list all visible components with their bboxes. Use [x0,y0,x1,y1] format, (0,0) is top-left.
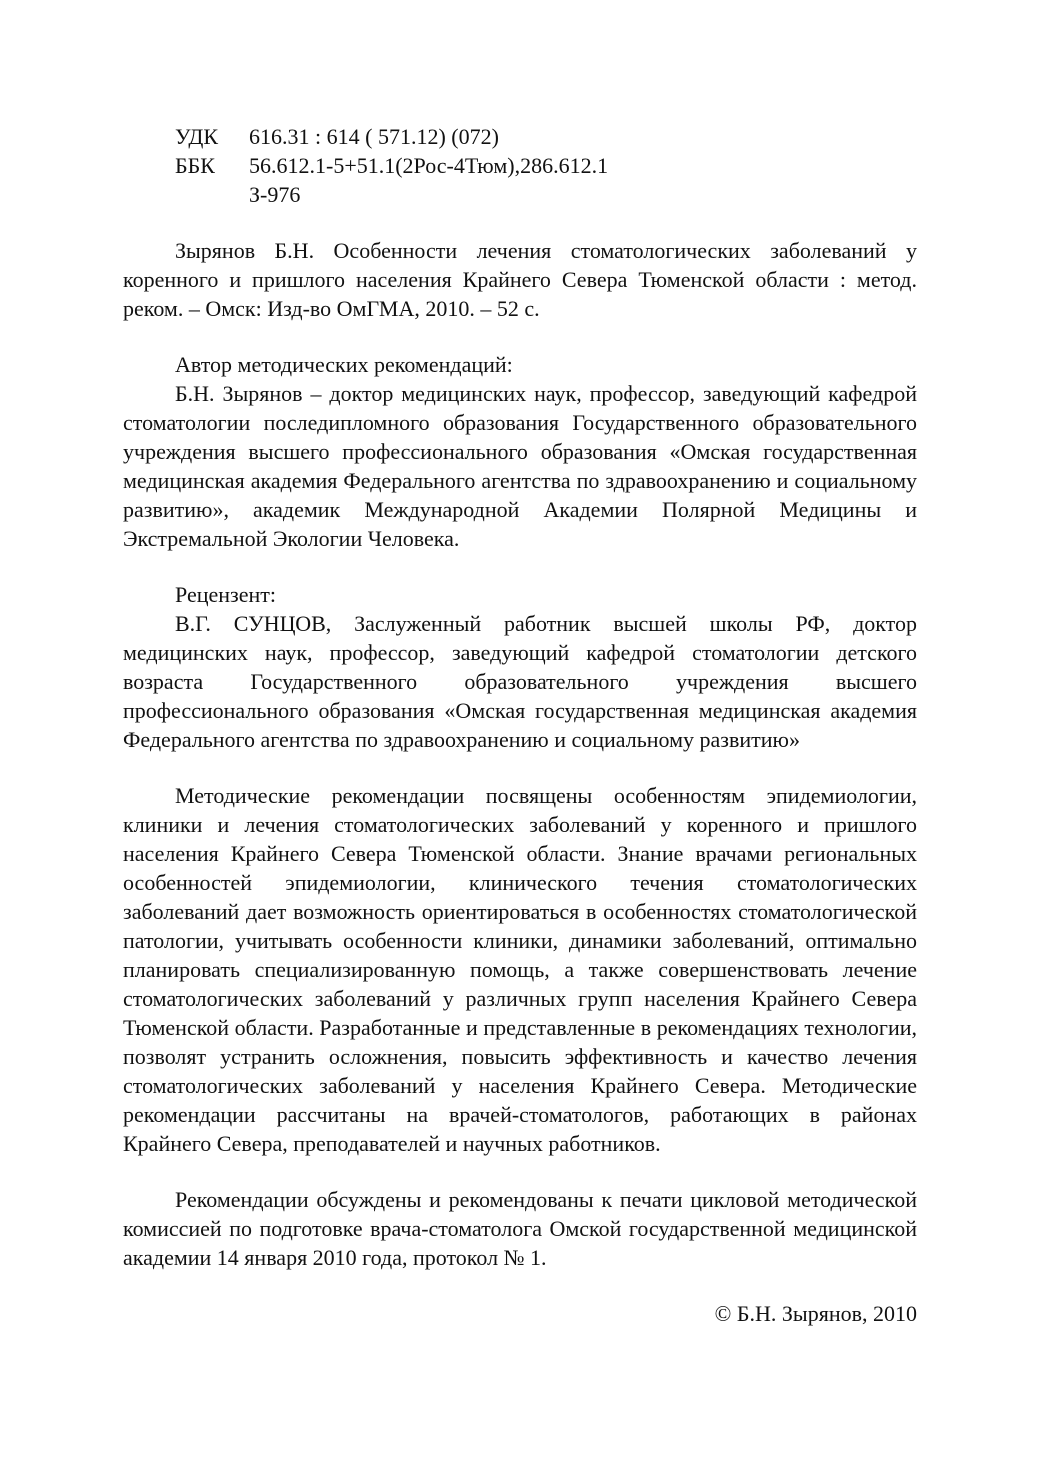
copyright-notice: © Б.Н. Зырянов, 2010 [714,1301,917,1326]
citation-block [123,236,917,323]
classification-block [175,122,917,209]
author-heading: Автор методических рекомендаций: [175,352,513,377]
bbk-value: 56.612.1-5+51.1(2Рос-4Тюм),286.612.1 [249,153,609,178]
author-mark: З-976 [249,182,301,207]
document-page [123,122,917,1328]
reviewer-heading: Рецензент: [175,582,276,607]
bbk-row [175,151,917,180]
approval-text: Рекомендации обсуждены и рекомендованы к печати цикловой методической комиссией по подготовке врача-стоматолога Омской государственной медицинской академии 14 января 2010 года, протокол № 1. [123,1187,917,1270]
bbk-label: ББК [175,153,215,178]
abstract-text: Методические рекомендации посвящены особенностям эпидемиологии, клиники и лечения стоматологических заболеваний у коренного и пришлого населения Крайнего Севера Тюменской области. Знание врачами региональных особенностей эпидемиологии, клинического течения стоматологических заболеваний дает возможность ориентироваться в особенностях стоматологической патологии, учитывать особенности клиники, динамики заболеваний, оптимально планировать специализированную помощь, а также совершенствовать лечение стоматологических заболеваний у различных групп населения Крайнего Севера Тюменской области. Разработанные и представленные в рекомендациях технологии, позволят устранить осложнения, повысить эффективность и качество лечения стоматологических заболеваний у населения Крайнего Севера. Методические рекомендации рассчитаны на врачей-стоматологов, работающих в районах Крайнего Севера, преподавателей и научных работников. [123,783,917,1156]
citation-text: Зырянов Б.Н. Особенности лечения стоматологических заболеваний у коренного и пришлого населения Крайнего Севера Тюменской области : метод. реком. – Омск: Изд-во ОмГМА, 2010. – 52 с. [123,238,917,321]
approval-section [123,1185,917,1272]
udk-value: 616.31 : 614 ( 571.12) (072) [249,124,499,149]
udk-row [175,122,917,151]
abstract-section [123,781,917,1158]
reviewer-text: В.Г. СУНЦОВ, Заслуженный работник высшей школы РФ, доктор медицинских наук, профессор, заведующий кафедрой стоматологии детского возраста Государственного образовательного учреждения высшего профессионального образования «Омская государственная медицинская академия Федерального агентства по здравоохранению и социальному развитию» [123,611,917,752]
author-text: Б.Н. Зырянов – доктор медицинских наук, профессор, заведующий кафедрой стоматологии последипломного образования Государственного образовательного учреждения высшего профессионального образования «Омская государственная медицинская академия Федерального агентства по здравоохранению и социальному развитию», академик Международной Академии Полярной Медицины и Экстремальной Экологии Человека. [123,381,917,551]
author-section [123,350,917,553]
reviewer-section [123,580,917,754]
udk-label: УДК [175,124,219,149]
author-mark-row [175,180,917,209]
